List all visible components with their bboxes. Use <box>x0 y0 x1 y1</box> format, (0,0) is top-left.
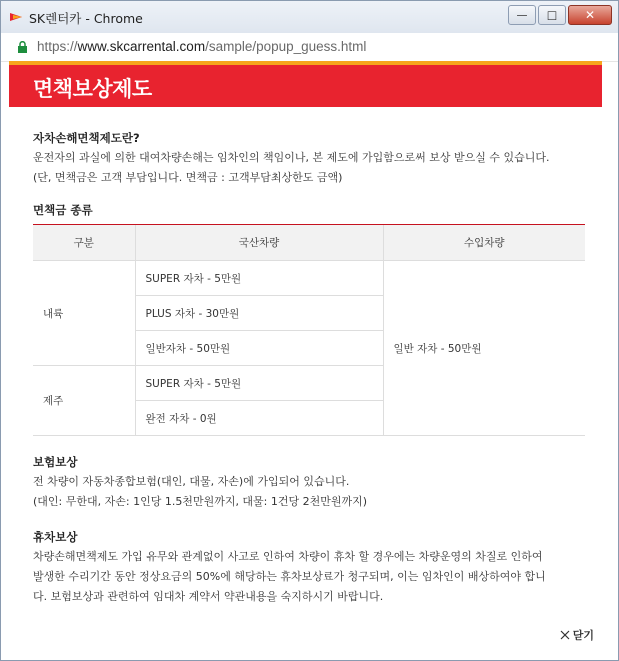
col-header-category: 구분 <box>33 225 135 261</box>
insurance-text-2: (대인: 무한대, 자손: 1인당 1.5천만원까지, 대물: 1건당 2천만원까지) <box>33 495 368 508</box>
popup-header <box>9 65 602 107</box>
group-inland: 내륙 <box>33 261 135 366</box>
fee-title: 면책금 종류 <box>33 203 93 217</box>
domestic-cell: 완전 자차 - 0원 <box>135 401 383 436</box>
intro-title: 자차손해면책제도란? <box>33 131 140 145</box>
title-bar <box>1 1 618 33</box>
fee-table <box>33 224 585 436</box>
rest-text-1: 차량손해면책제도 가입 유무와 관계없이 사고로 인하여 차량이 휴차 할 경우에는 차량운영의 차질로 인하여 <box>33 550 543 563</box>
domestic-cell: 일반자차 - 50만원 <box>135 331 383 366</box>
url-path: /sample/popup_guess.html <box>205 39 367 54</box>
domestic-cell: SUPER 자차 - 5만원 <box>135 366 383 401</box>
domestic-cell: SUPER 자차 - 5만원 <box>135 261 383 296</box>
close-popup-button[interactable] <box>560 627 594 643</box>
maximize-button[interactable] <box>538 5 566 25</box>
close-window-button[interactable] <box>568 5 612 25</box>
minimize-button[interactable] <box>508 5 536 25</box>
rest-text-3: 다. 보험보상과 관련하여 임대차 계약서 약관내용을 숙지하시기 바랍니다. <box>33 590 384 603</box>
url-text[interactable] <box>37 39 366 54</box>
close-icon: ✕ <box>584 8 596 22</box>
url-host: www.skcarrental.com <box>77 39 206 54</box>
intro-text-1: 운전자의 과실에 의한 대여차량손해는 임차인의 책임이나, 본 제도에 가입함으로써 보상 받으실 수 있습니다. <box>33 151 550 164</box>
window-title: SK렌터카 - Chrome <box>29 11 143 26</box>
group-jeju: 제주 <box>33 366 135 436</box>
address-bar[interactable] <box>1 33 618 62</box>
col-header-import: 수입차량 <box>383 225 585 261</box>
col-header-domestic: 국산차량 <box>135 225 383 261</box>
minimize-icon: — <box>516 8 528 22</box>
import-cell: 일반 자차 - 50만원 <box>383 261 585 436</box>
popup-content <box>33 107 585 607</box>
page-title: 면책보상제도 <box>33 77 152 101</box>
maximize-icon: □ <box>546 8 558 22</box>
fee-table-header-row <box>33 225 585 261</box>
domestic-cell: PLUS 자차 - 30만원 <box>135 296 383 331</box>
insurance-text-1: 전 차량이 자동차종합보험(대인, 대물, 자손)에 가입되어 있습니다. <box>33 475 350 488</box>
lock-icon <box>17 41 28 53</box>
rest-text-2: 발생한 수리기간 동안 정상요금의 50%에 해당하는 휴차보상료가 청구되며, 이는 임차인이 배상하여야 합니 <box>33 570 546 583</box>
rest-title: 휴차보상 <box>33 530 78 544</box>
sk-logo-icon <box>9 10 23 24</box>
close-x-icon <box>560 630 570 640</box>
insurance-title: 보험보상 <box>33 455 78 469</box>
table-row <box>33 261 585 296</box>
url-scheme: https:// <box>37 39 78 54</box>
close-label: 닫기 <box>572 629 594 642</box>
intro-text-2: (단, 면책금은 고객 부담입니다. 면책금 : 고객부담최상한도 금액) <box>33 171 343 184</box>
